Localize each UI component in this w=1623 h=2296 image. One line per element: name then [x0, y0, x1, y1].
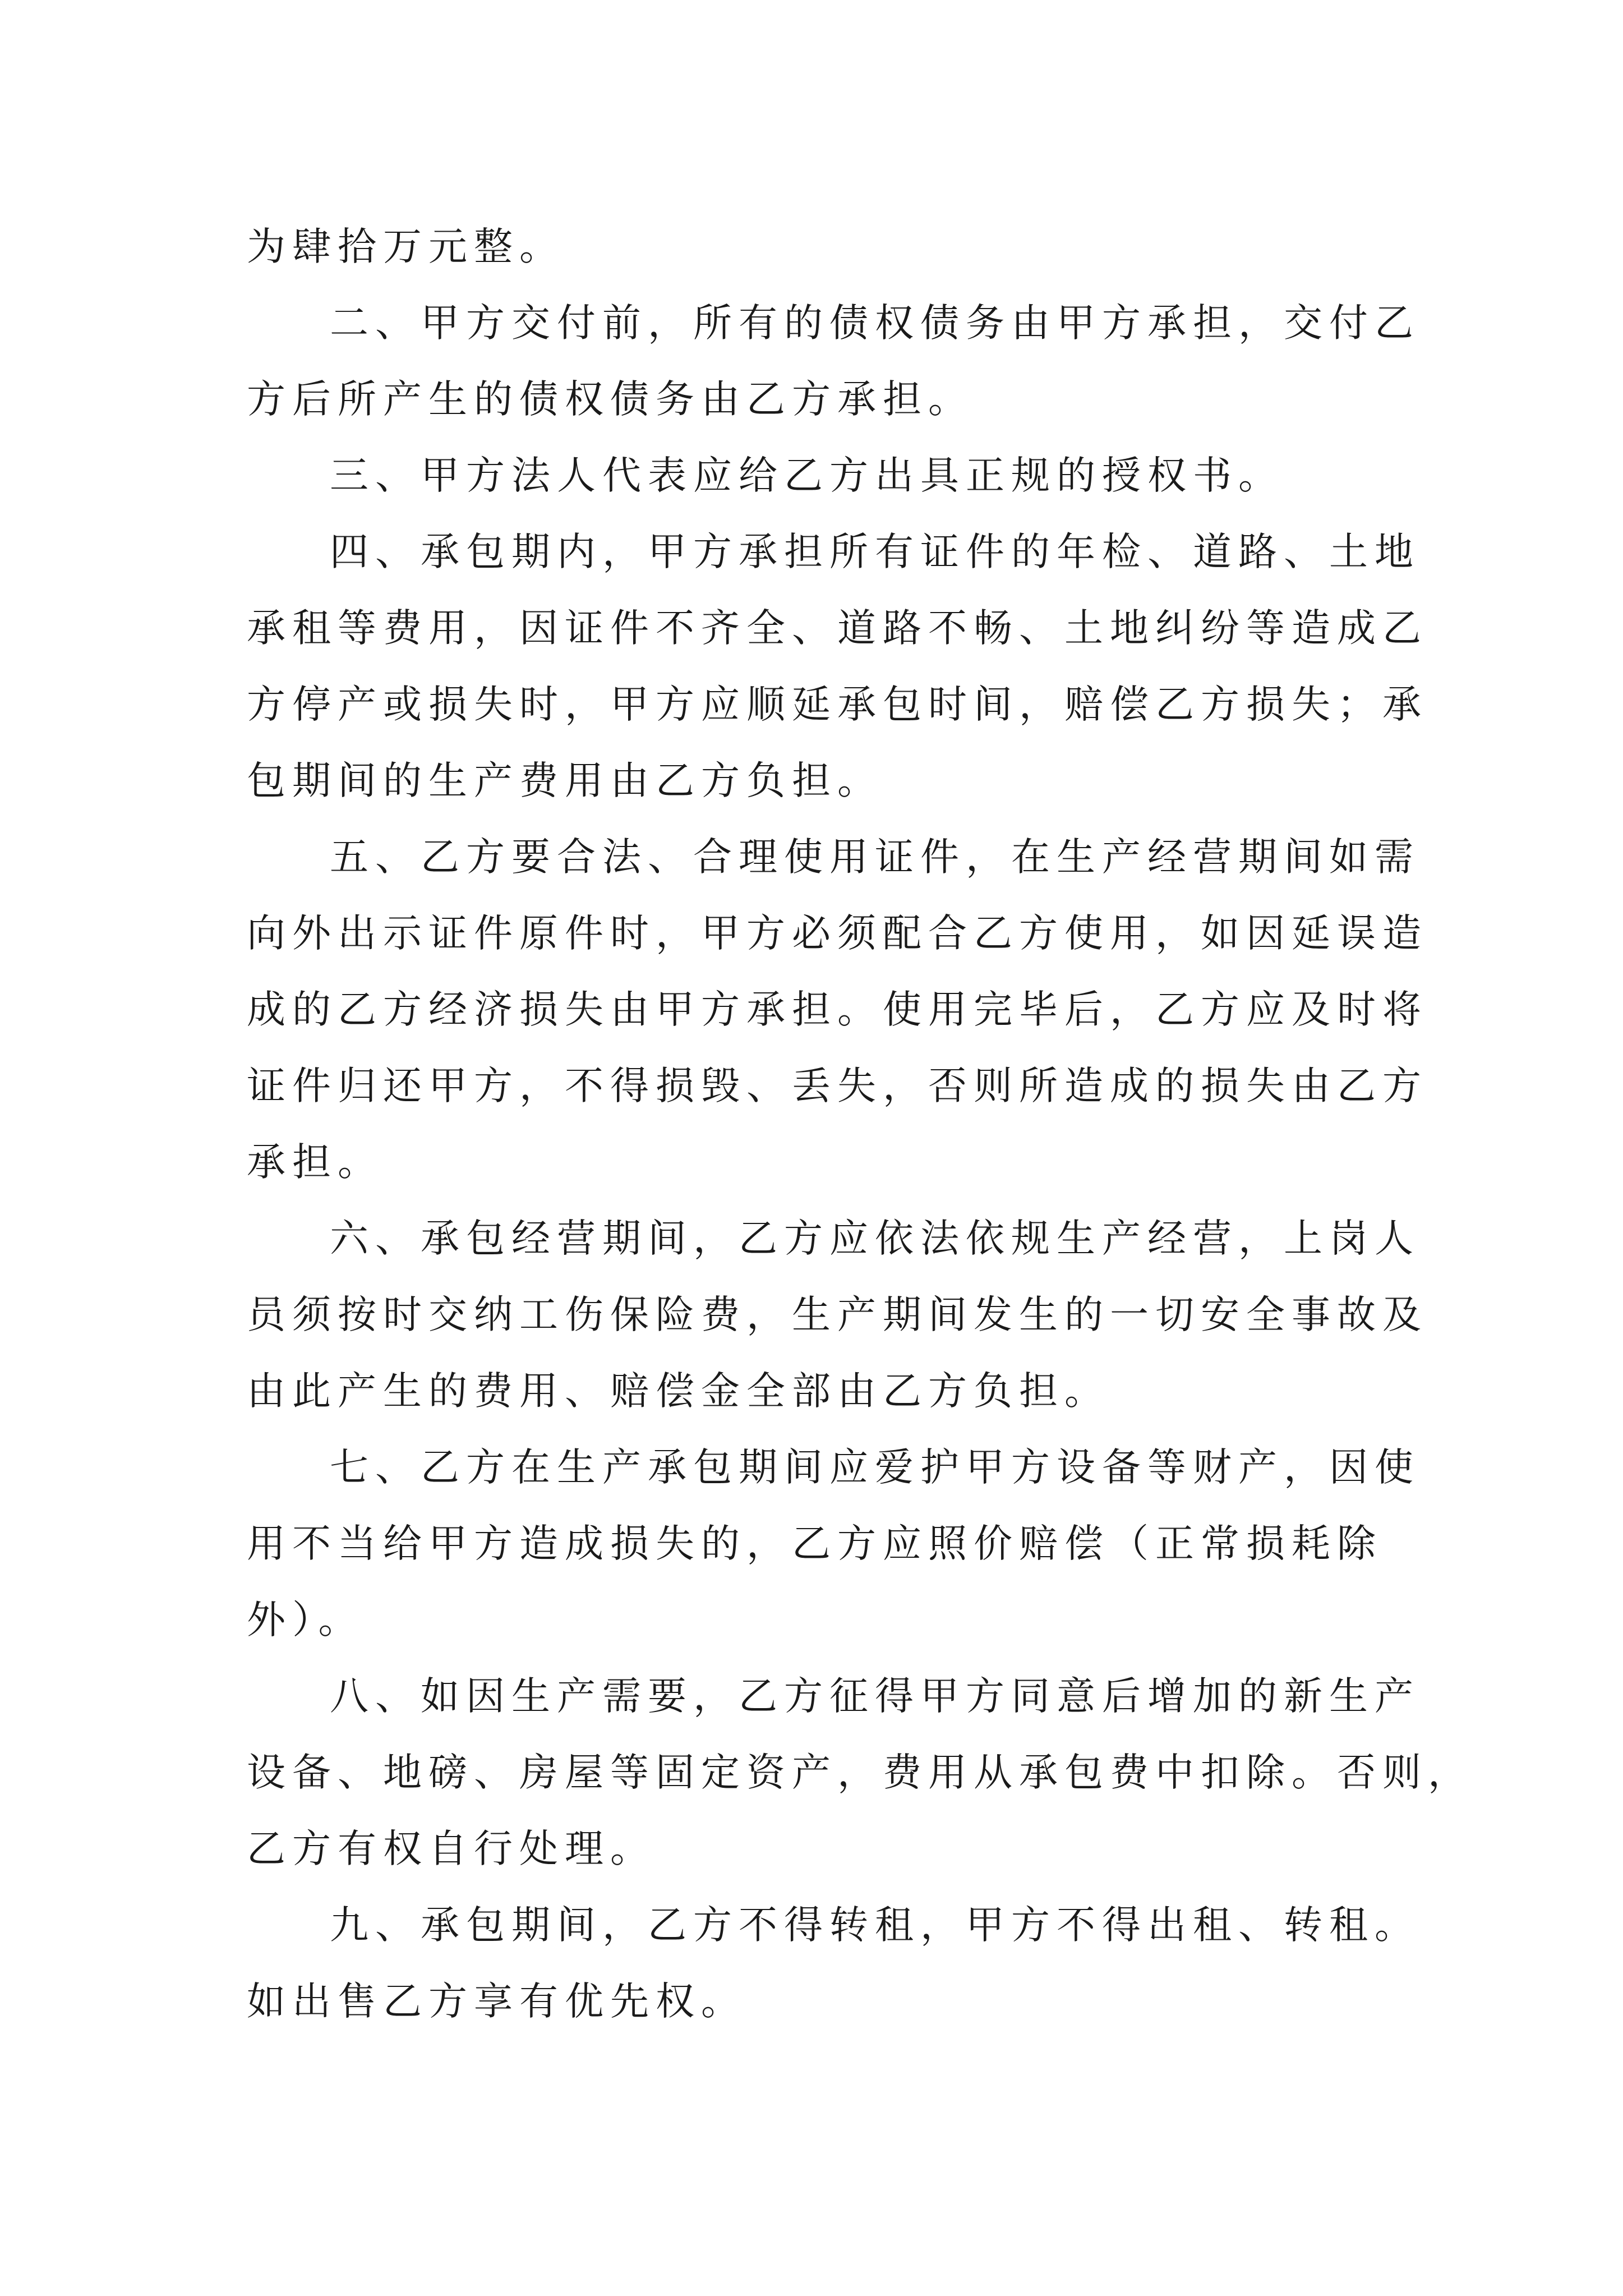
- text-line: 二、甲方交付前，所有的债权债务由甲方承担，交付乙: [330, 301, 1420, 346]
- paragraph-clause-7: [247, 1429, 1420, 1658]
- text-line: 成的乙方经济损失由甲方承担。使用完毕后，乙方应及时将: [247, 987, 1428, 1032]
- text-line: 乙方有权自行处理。: [247, 1826, 656, 1871]
- paragraph-clause-6: [247, 1200, 1428, 1429]
- text-line: 设备、地磅、房屋等固定资产，费用从承包费中扣除。否则，: [247, 1750, 1473, 1795]
- text-line: 方停产或损失时，甲方应顺延承包时间，赔偿乙方损失；承: [247, 682, 1428, 727]
- paragraph-continuation: [247, 209, 1391, 285]
- text-line: 承租等费用，因证件不齐全、道路不畅、土地纠纷等造成乙: [247, 606, 1428, 651]
- paragraph-clause-3: [247, 438, 1391, 514]
- text-line: 如出售乙方享有优先权。: [247, 1979, 746, 2024]
- paragraph-clause-9: [247, 1887, 1420, 2040]
- text-line: 三、甲方法人代表应给乙方出具正规的授权书。: [330, 453, 1284, 498]
- document-body: [247, 209, 1473, 2040]
- text-line: 九、承包期间，乙方不得转租，甲方不得出租、转租。: [330, 1903, 1420, 1948]
- text-line: 四、承包期内，甲方承担所有证件的年检、道路、土地: [330, 530, 1420, 574]
- text-line: 包期间的生产费用由乙方负担。: [247, 758, 883, 803]
- text-line: 外）。: [247, 1598, 364, 1642]
- text-line: 六、承包经营期间，乙方应依法依规生产经营，上岗人: [330, 1216, 1420, 1261]
- text-line: 由此产生的费用、赔偿金全部由乙方负担。: [247, 1369, 1110, 1414]
- text-line: 方后所产生的债权债务由乙方承担。: [247, 377, 974, 422]
- text-line: 八、如因生产需要，乙方征得甲方同意后增加的新生产: [330, 1674, 1420, 1719]
- paragraph-clause-2: [247, 285, 1420, 438]
- text-line: 七、乙方在生产承包期间应爱护甲方设备等财产，因使: [330, 1445, 1420, 1490]
- paragraph-clause-8: [247, 1658, 1473, 1887]
- text-line: 员须按时交纳工伤保险费，生产期间发生的一切安全事故及: [247, 1292, 1428, 1337]
- text-line: 向外出示证件原件时，甲方必须配合乙方使用，如因延误造: [247, 911, 1428, 956]
- text-line: 用不当给甲方造成损失的，乙方应照价赔偿（正常损耗除: [247, 1521, 1382, 1566]
- paragraph-clause-4: [247, 514, 1428, 819]
- text-line: 证件归还甲方，不得损毁、丢失，否则所造成的损失由乙方: [247, 1064, 1428, 1108]
- text-line: 承担。: [247, 1140, 383, 1185]
- paragraph-clause-5: [247, 819, 1428, 1200]
- text-line: 五、乙方要合法、合理使用证件，在生产经营期间如需: [330, 835, 1420, 880]
- text-line: 为肆拾万元整。: [247, 224, 565, 269]
